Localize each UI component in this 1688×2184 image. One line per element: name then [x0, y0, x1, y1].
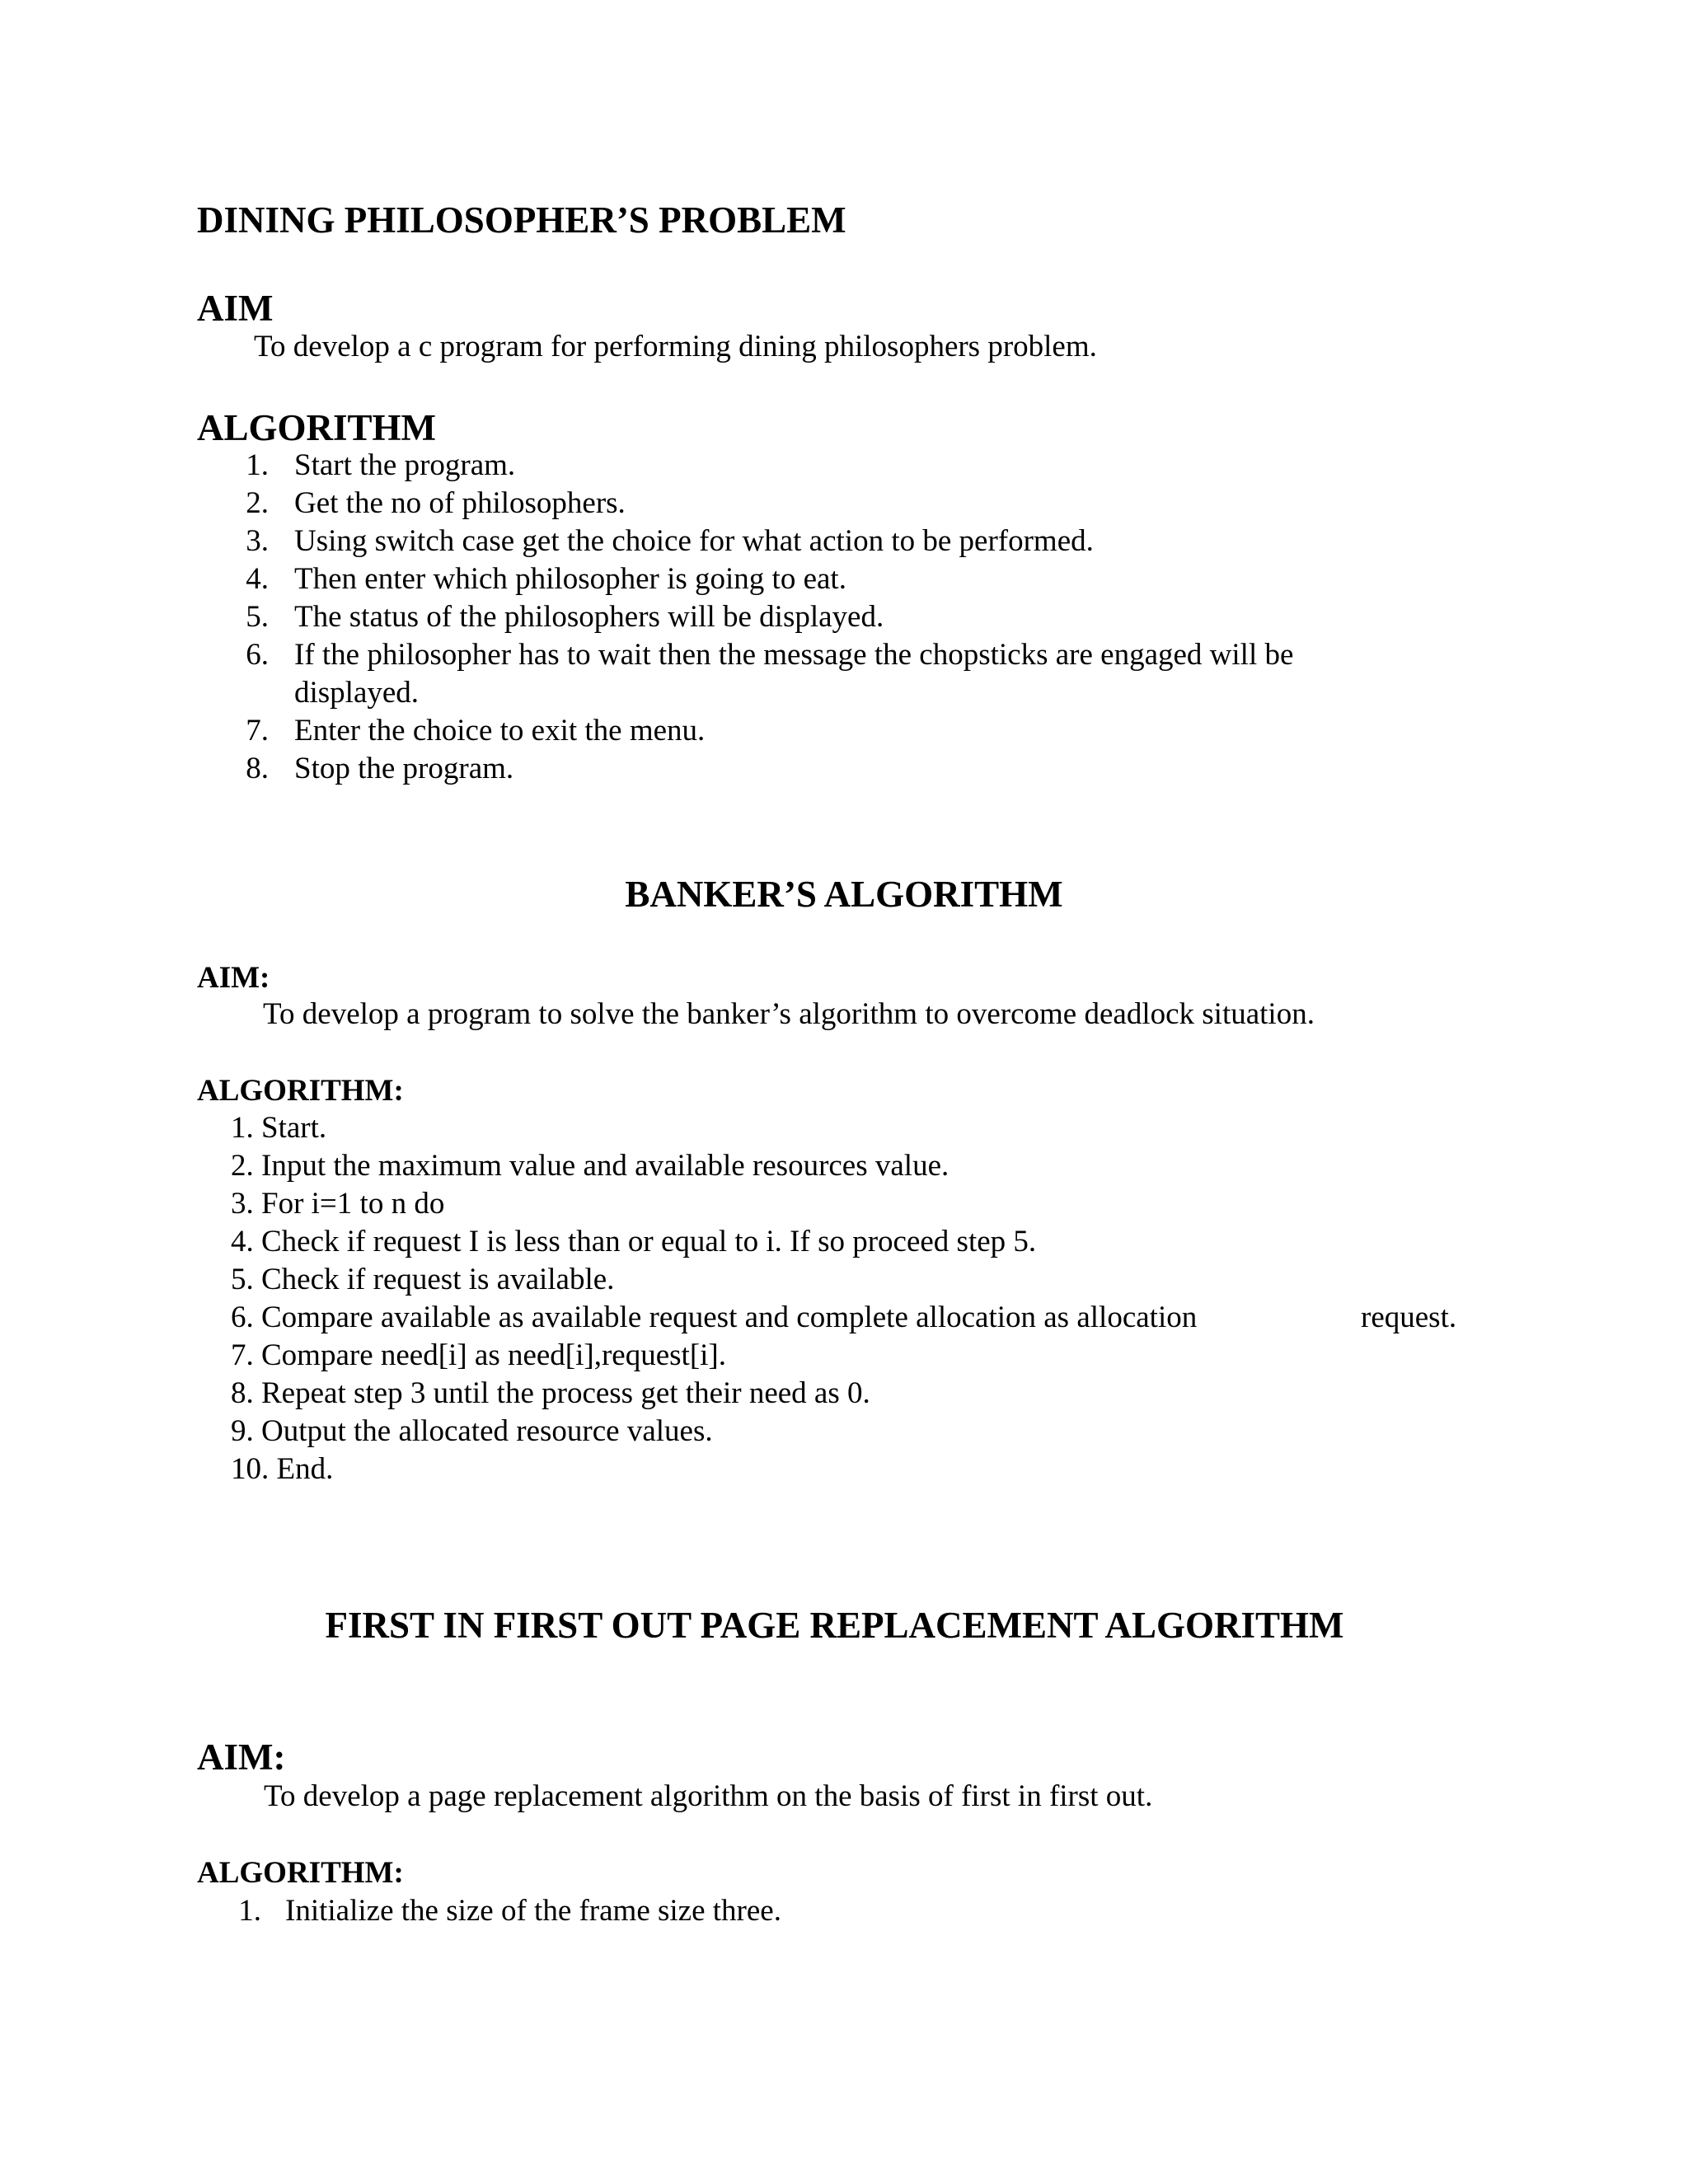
list-item-text: Get the no of philosophers. — [294, 486, 626, 520]
list-item-continuation — [0, 677, 1688, 714]
list-item-number: 2. — [246, 486, 269, 520]
list-item — [0, 450, 1688, 486]
list-item: 10. End. — [231, 1452, 334, 1486]
section2-algorithm-heading: ALGORITHM: — [197, 1074, 404, 1108]
list-item-text: Initialize the size of the frame size three. — [285, 1894, 781, 1928]
list-item-text: Then enter which philosopher is going to eat. — [294, 562, 846, 596]
list-item-text: Stop the program. — [294, 752, 514, 785]
section1-algorithm-heading: ALGORITHM — [197, 407, 437, 448]
list-item: 4. Check if request I is less than or equal to i. If so proceed step 5. — [231, 1225, 1037, 1258]
section2-aim-text: To develop a program to solve the banker’s algorithm to overcome deadlock situation. — [263, 997, 1315, 1031]
section3-title: FIRST IN FIRST OUT PAGE REPLACEMENT ALGORITHM — [325, 1605, 1344, 1646]
section3-aim-heading: AIM: — [197, 1736, 286, 1778]
section3-aim-text: To develop a page replacement algorithm on the basis of first in first out. — [264, 1779, 1153, 1813]
list-item — [0, 715, 1688, 752]
list-item: 5. Check if request is available. — [231, 1263, 615, 1296]
list-item: 6. Compare available as available request and complete allocation as allocation — [231, 1301, 1198, 1334]
list-item-trailing: request. — [1361, 1301, 1457, 1334]
list-item-number: 3. — [246, 524, 269, 558]
list-item-text: If the philosopher has to wait then the message the chopsticks are engaged will be — [294, 638, 1294, 672]
section1-aim-heading: AIM — [197, 288, 274, 329]
list-item — [0, 1896, 1688, 1932]
list-item-text: Using switch case get the choice for what action to be performed. — [294, 524, 1094, 558]
list-item-number: 7. — [246, 714, 269, 748]
list-item: 2. Input the maximum value and available resources value. — [231, 1149, 950, 1183]
section3-algorithm-heading: ALGORITHM: — [197, 1856, 404, 1890]
list-item: 1. Start. — [231, 1111, 327, 1145]
list-item-number: 5. — [246, 600, 269, 634]
list-item: 7. Compare need[i] as need[i],request[i]. — [231, 1338, 726, 1372]
list-item-text: displayed. — [294, 676, 420, 710]
list-item — [0, 640, 1688, 676]
list-item-text: Start the program. — [294, 448, 516, 482]
list-item: 3. For i=1 to n do — [231, 1187, 445, 1221]
section1-title: DINING PHILOSOPHER’S PROBLEM — [197, 199, 846, 241]
section2-title: BANKER’S ALGORITHM — [625, 874, 1063, 915]
list-item: 9. Output the allocated resource values. — [231, 1414, 713, 1448]
list-item: 8. Repeat step 3 until the process get their need as 0. — [231, 1376, 870, 1410]
list-item-number: 6. — [246, 638, 269, 672]
list-item-text: Enter the choice to exit the menu. — [294, 714, 706, 748]
list-item — [0, 488, 1688, 524]
list-item-text: The status of the philosophers will be displayed. — [294, 600, 884, 634]
list-item-number: 8. — [246, 752, 269, 785]
list-item — [0, 526, 1688, 562]
list-item-number: 1. — [246, 448, 269, 482]
list-item — [0, 564, 1688, 600]
list-item-number: 4. — [246, 562, 269, 596]
list-item — [0, 602, 1688, 638]
list-item-number: 1. — [238, 1894, 261, 1928]
section2-aim-heading: AIM: — [197, 961, 270, 995]
section1-aim-text: To develop a c program for performing dining philosophers problem. — [254, 330, 1097, 363]
list-item — [0, 753, 1688, 790]
